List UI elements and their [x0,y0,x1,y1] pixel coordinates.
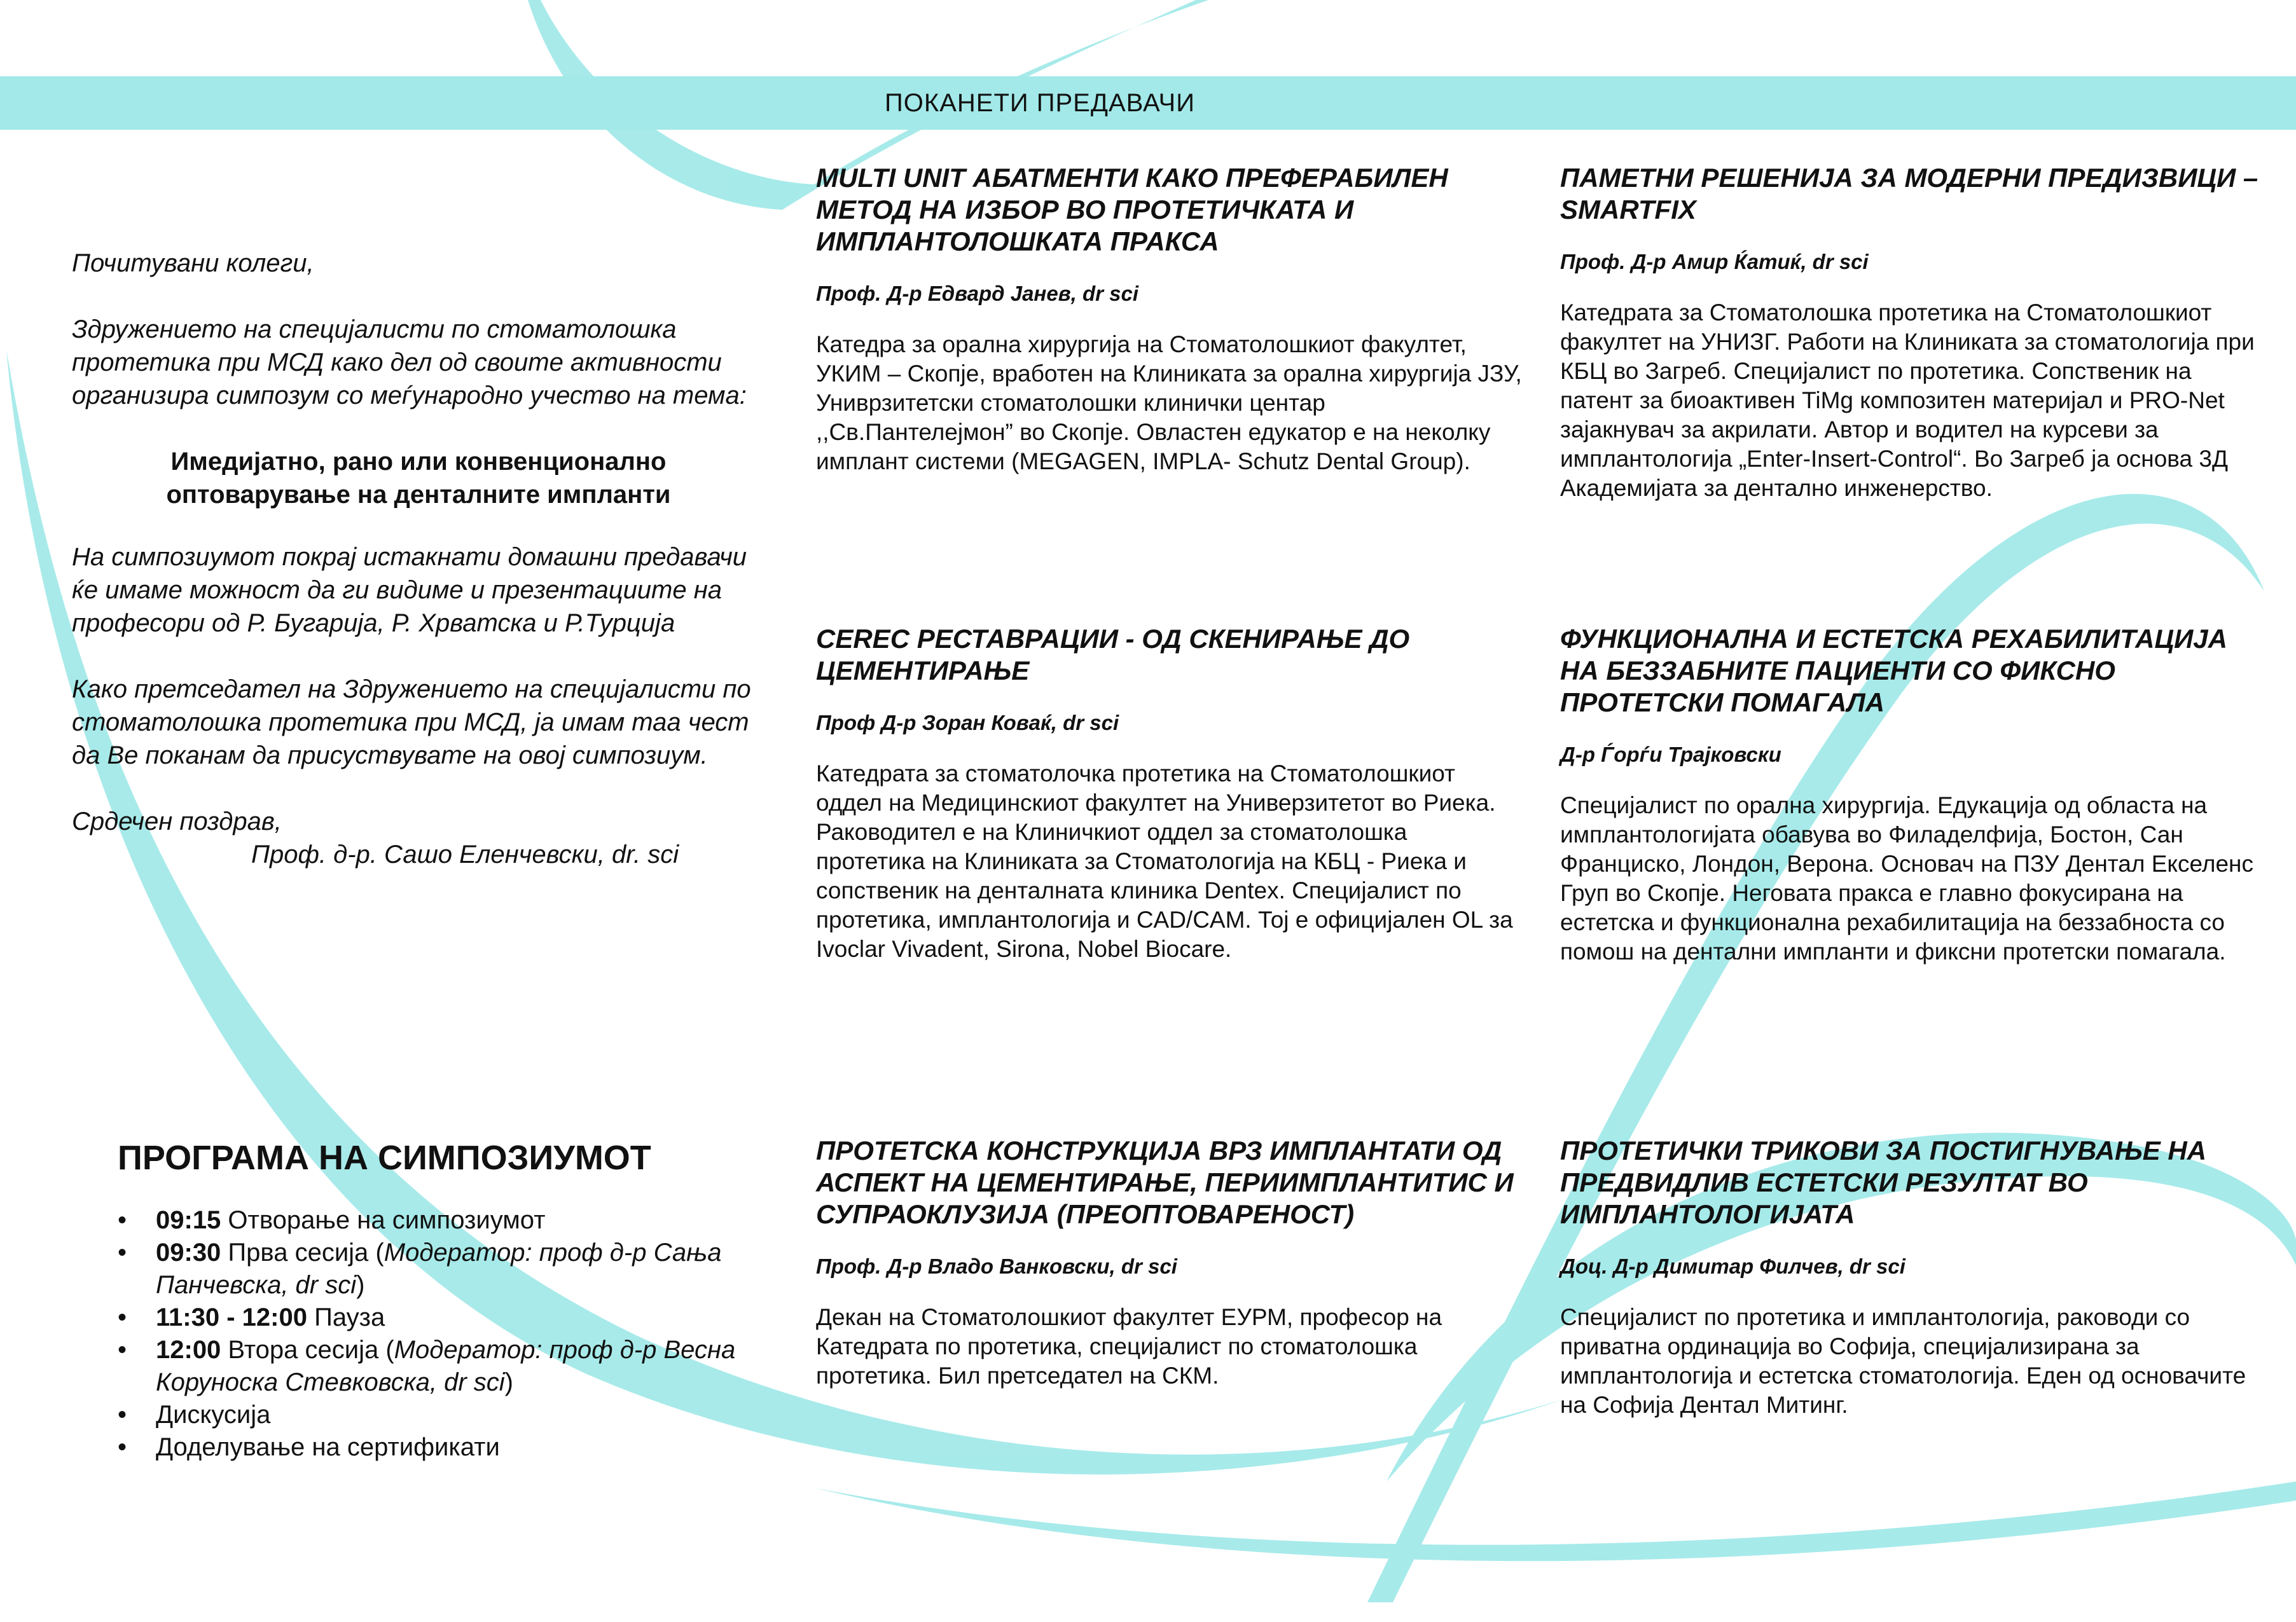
program-time: 12:00 [156,1336,221,1364]
program-item [118,1204,785,1237]
lecture-bio: Катедрата за стоматолочка протетика на Стоматолошкиот оддел на Медицинскиот факултет на Универзитетот во Риека. Раководител е на Клиничкиот оддел за стоматолошка протетика на Клиниката за Стоматологија на КБЦ - Риека и сопственик на денталната клиника Dentex. Специјалист по протетика, имплантологија и CAD/CAM. Тој е официјален OL за Ivoclar Vivadent, Sirona, Nobel Biocare. [816,760,1513,962]
lecture-title: CEREC РЕСТАВРАЦИИ - ОД СКЕНИРАЊЕ ДО ЦЕМЕНТИРАЊЕ [816,624,1410,685]
lecture-speaker: Проф Д-р Зоран Ковaќ, dr sci [816,711,1119,734]
lecture-card [1560,1135,2266,1420]
lecture-title: ПАМЕТНИ РЕШЕНИЈА ЗА МОДЕРНИ ПРЕДИЗВИЦИ – SMARTFIX [1560,163,2258,224]
invitation-letter [72,247,765,871]
program-moderator: Модератор: проф д-р Весна Коруноска Стевковска, dr sci [156,1336,736,1396]
lecture-speaker: Доц. Д-р Димитар Филчев, dr sci [1560,1254,1905,1278]
lecture-bio: Катедра за орална хирургија на Стоматолошкиот факултет, УКИМ – Скопје, вработен на Клиниката за орална хирургија ЈЗУ, Униврзитетски стоматолошки клинички центар ,,Св.Пантелејмон” во Скопје. Овластен едукатор е на неколку имплант системи (MEGAGEN, IMPLA- Schutz Dental Group). [816,331,1522,474]
symposium-program [118,1138,785,1464]
symposium-topic [72,445,765,511]
letter-closing: Срдечен поздрав, [72,808,282,835]
program-item [118,1302,785,1334]
program-moderator: Модератор: проф д-р Сања Панчевска, dr sci [156,1239,722,1299]
lecture-card [1560,162,2266,503]
program-text: Дискусија [156,1401,271,1429]
program-text: Пауза [307,1303,385,1331]
program-time: 09:15 [156,1206,221,1234]
program-item [118,1431,785,1464]
program-time: 09:30 [156,1239,221,1267]
letter-signature-block [72,805,765,871]
banner-title: ПОКАНЕТИ ПРЕДАВАЧИ [885,88,1195,117]
letter-greeting: Почитувани колеги, [72,249,314,277]
lecture-speaker: Д-р Ѓорѓи Трајковски [1560,743,1781,766]
lecture-speaker: Проф. Д-р Владо Ванковски, dr sci [816,1254,1177,1278]
program-title: ПРОГРАМА НА СИМПОЗИУМОТ [118,1139,651,1177]
lecture-card [816,1135,1522,1391]
lecture-title: ПРОТЕТИЧКИ ТРИКОВИ ЗА ПОСТИГНУВАЊЕ НА ПРЕДВИДЛИВ ЕСТЕТСКИ РЕЗУЛТАТ ВО ИМПЛАНТОЛОГИЈАТА [1560,1136,2207,1229]
program-list [118,1204,785,1464]
lecture-speaker: Проф. Д-р Едвард Јанев, dr sci [816,282,1139,305]
lecture-title: ФУНКЦИОНАЛНА И ЕСТЕТСКА РЕХАБИЛИТАЦИЈА НА БЕЗЗАБНИТЕ ПАЦИЕНТИ СО ФИКСНО ПРОТЕТСКИ ПОМАГАЛА [1560,624,2227,717]
letter-paragraph-2: На симпозиумот покрај истакнати домашни предавачи ќе имаме можност да ги видиме и презентациите на професори од Р. Бугарија, Р. Хрватска и Р.Турција [72,543,747,637]
lecture-bio: Декан на Стоматолошкиот факултет ЕУРМ, професор на Катедрата по протетика, специјалист по стоматолошка протетика. Бил претседател на СКМ. [816,1304,1442,1389]
program-time: 11:30 - 12:00 [156,1303,307,1331]
lecture-bio: Специјалист по протетика и имплантологија, раководи со приватна ординација во Софија, специјализирана за имплантологија и естетска стоматологија. Еден од основачите на Софија Дентал Митинг. [1560,1304,2246,1418]
lecture-bio: Специјалист по орална хирургија. Едукација од областа на имплантологијата обавува во Филаделфија, Бостон, Сан Франциско, Лондон, Верона. Основач на ПЗУ Дентал Екселенс Груп во Скопје. Неговата пракса е главно фокусирана на естетска и функционална рехабилитација на беззабноста со помош на дентални импланти и фиксни протетски помагала. [1560,792,2253,965]
program-item [118,1237,785,1302]
lecture-card [816,162,1522,476]
program-item [118,1334,785,1399]
letter-paragraph-3: Како претседател на Здружението на специјалисти по стоматолошка протетика при МСД, ја имам таа чест да Ве поканам да присуствувате на овој симпозиум. [72,675,751,769]
ribbon-bottom-arc [814,1481,2296,1561]
lecture-title: ПРОТЕТСКА КОНСТРУКЦИЈА ВРЗ ИМПЛАНТАТИ ОД АСПЕКТ НА ЦЕМЕНТИРАЊЕ, ПЕРИИМПЛАНТИТИС И СУПРАОКЛУЗИЈА (ПРЕОПТОВАРЕНОСТ) [816,1136,1514,1229]
lecture-card [1560,623,2266,966]
topic-line-2: оптоварување на денталните импланти [166,481,671,509]
program-item [118,1399,785,1431]
lecture-title: MULTI UNIT АБАТМЕНТИ КАКО ПРЕФЕРАБИЛЕН МЕТОД НА ИЗБОР ВО ПРОТЕТИЧКАТА И ИМПЛАНТОЛОШКАТА ПРАКСА [816,163,1448,256]
letter-intro: Здружението на специјалисти по стоматолошка протетика при МСД како дел од своите активности организира симпозум со меѓународно учество на тема: [72,315,747,409]
letter-signature: Проф. д-р. Сашо Еленчевски, dr. sci [251,841,679,869]
lecture-speaker: Проф. Д-р Амир Ќатиќ, dr sci [1560,250,1869,273]
topic-line-1: Имедијатно, рано или конвенционално [170,448,667,476]
lecture-bio: Катедрата за Стоматолошка протетика на Стоматолошкиот факултет на УНИЗГ. Работи на Клиниката за стоматологија при КБЦ во Загреб. Специјалист по протетика. Сопственик на патент за биоактивен TiMg композитен материјал и PRO-Net зајакнувач за акрилати. Автор и водител на курсеви за имплантологија „Enter-Insert-Control“. Во Загреб ја основа 3Д Академијата за дентално инженерство. [1560,299,2255,501]
program-text: Втора сесија ( [221,1336,394,1364]
program-text-tail: ) [504,1368,513,1396]
program-text: Доделување на сертификати [156,1433,500,1461]
lecture-card [816,623,1522,964]
program-text: Прва сесија ( [221,1239,384,1267]
invited-speakers-banner [0,76,2296,130]
program-text-tail: ) [356,1271,365,1299]
program-text: Отворање на симпозиумот [221,1206,546,1234]
